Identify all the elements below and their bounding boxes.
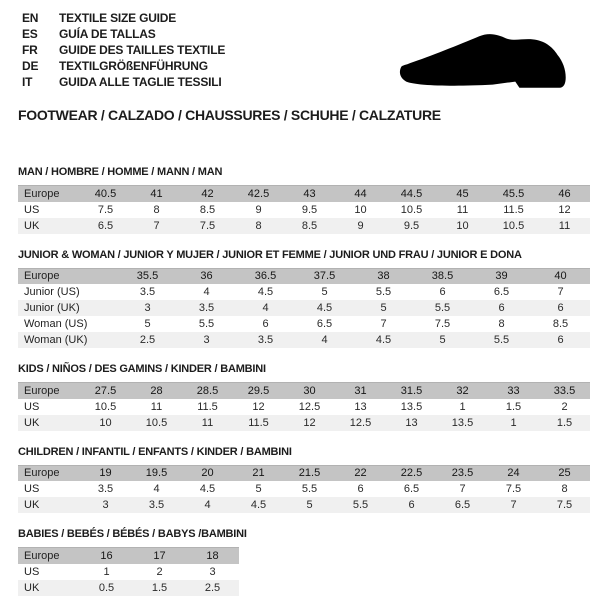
size-cell: 31.5 [400,384,423,397]
size-table [18,547,239,596]
row-label: UK [24,499,40,511]
size-cell: 21.5 [298,467,321,480]
size-cell: 12 [303,416,316,429]
row-label: Europe [24,549,60,562]
size-cell: 23.5 [451,467,474,480]
size-cell: 22.5 [400,467,423,480]
size-cell: 1.5 [151,581,168,594]
size-cell: 11 [150,400,163,413]
size-cell: 13 [354,400,367,413]
size-cell: 7 [380,318,387,330]
row-label: Europe [24,270,60,283]
size-cell: 7 [153,219,160,232]
size-cell: 6.5 [454,499,471,511]
size-table [18,268,590,349]
size-cell: 40 [554,270,567,283]
size-row [18,316,590,332]
size-cell: 2.5 [139,334,156,346]
size-cell: 13 [405,416,418,429]
size-cell: 10.5 [145,416,168,429]
size-cell: 0.5 [98,581,115,594]
size-cell: 5 [306,499,313,511]
size-cell: 1 [103,565,110,578]
size-cell: 7 [557,286,564,298]
size-table-section [18,166,590,234]
size-row [18,481,590,497]
size-cell: 36.5 [254,270,277,283]
language-row [22,58,225,74]
row-label: Europe [24,187,60,200]
size-cell: 5.5 [301,483,318,495]
size-cell: 1.5 [556,416,573,429]
size-cell: 13.5 [451,416,474,429]
size-cell: 6.5 [403,483,420,495]
size-table-section [18,363,590,431]
row-label: UK [24,581,40,594]
size-cell: 3.5 [257,334,274,346]
size-cell: 5.5 [493,334,510,346]
language-row [22,10,225,26]
size-cell: 21 [252,467,265,480]
size-cell: 5.5 [198,318,215,330]
size-cell: 4.5 [316,302,333,314]
size-cell: 6.5 [97,219,114,232]
size-cell: 3 [209,565,216,578]
size-cell: 11 [201,416,214,429]
size-cell: 19.5 [145,467,168,480]
row-label: Woman (US) [24,318,88,330]
size-row [18,332,590,348]
size-cell: 4.5 [375,334,392,346]
size-header-row [18,383,590,399]
category-heading: FOOTWEAR / CALZADO / CHAUSSURES / SCHUHE / CALZATURE [18,107,441,123]
size-cell: 24 [507,467,520,480]
size-cell: 3.5 [198,302,215,314]
row-label: US [24,400,40,413]
size-cell: 10.5 [94,400,117,413]
size-cell: 42 [201,187,214,200]
size-cell: 18 [206,549,219,562]
language-title-list [22,10,225,90]
section-title: JUNIOR & WOMAN / JUNIOR Y MUJER / JUNIOR ET FEMME / JUNIOR UND FRAU / JUNIOR E DONA [18,248,522,261]
size-cell: 10 [456,219,469,232]
size-cell: 4 [204,499,211,511]
size-cell: 8 [153,203,160,216]
size-cell: 10.5 [502,219,525,232]
size-cell: 3.5 [148,499,165,511]
size-cell: 33.5 [553,384,576,397]
language-code: EN [22,11,39,25]
size-cell: 40.5 [94,187,117,200]
size-cell: 7.5 [199,219,216,232]
size-cell: 28.5 [196,384,219,397]
size-cell: 6 [498,302,505,314]
size-cell: 35.5 [136,270,159,283]
size-cell: 13.5 [400,400,423,413]
size-row [18,218,590,234]
size-cell: 7.5 [556,499,573,511]
size-cell: 10 [99,416,112,429]
size-cell: 11.5 [503,203,524,216]
size-cell: 8 [498,318,505,330]
size-cell: 11.5 [248,416,269,429]
size-cell: 2 [156,565,163,578]
row-label: UK [24,416,40,429]
size-cell: 6 [557,334,564,346]
size-cell: 12 [252,400,265,413]
language-row [22,26,225,42]
size-cell: 7.5 [505,483,522,495]
size-table-section [18,249,590,349]
size-cell: 5.5 [434,302,451,314]
size-cell: 27.5 [94,384,117,397]
size-cell: 7.5 [434,318,451,330]
row-label: Junior (US) [24,286,80,298]
size-cell: 12.5 [298,400,321,413]
size-cell: 3.5 [139,286,156,298]
size-cell: 8.5 [301,219,318,232]
size-cell: 8 [561,483,568,495]
size-cell: 5 [144,318,151,330]
size-row [18,564,239,580]
language-title: TEXTILE SIZE GUIDE [59,11,177,25]
size-header-row [18,186,590,202]
size-cell: 37.5 [313,270,336,283]
row-label: Europe [24,384,60,397]
shoe-icon [398,30,576,92]
size-cell: 5 [321,286,328,298]
size-cell: 28 [150,384,163,397]
size-cell: 6.5 [316,318,333,330]
section-title: CHILDREN / INFANTIL / ENFANTS / KINDER / BAMBINI [18,445,292,458]
size-cell: 41 [150,187,163,200]
size-table-section [18,446,590,514]
language-title: GUIDE DES TAILLES TEXTILE [59,43,226,57]
size-cell: 9.5 [301,203,318,216]
size-cell: 7 [510,499,517,511]
size-cell: 6 [262,318,269,330]
shoe-silhouette [400,34,566,88]
size-cell: 20 [201,467,214,480]
row-label: Woman (UK) [24,334,88,346]
size-row [18,202,590,218]
size-cell: 16 [100,549,113,562]
size-cell: 6.5 [493,286,510,298]
size-cell: 11.5 [197,400,218,413]
language-title: GUIDA ALLE TAGLIE TESSILI [59,75,222,89]
size-cell: 39 [495,270,508,283]
size-table [18,465,590,514]
size-cell: 7 [459,483,466,495]
size-cell: 2.5 [204,581,221,594]
size-cell: 1.5 [505,400,522,413]
size-cell: 44.5 [400,187,423,200]
language-code: ES [22,27,38,41]
section-title: KIDS / NIÑOS / DES GAMINS / KINDER / BAMBINI [18,363,266,375]
size-cell: 38 [377,270,390,283]
size-header-row [18,268,590,284]
size-cell: 25 [558,467,571,480]
size-cell: 4.5 [199,483,216,495]
size-cell: 11 [558,219,571,232]
size-cell: 1 [510,416,517,429]
size-cell: 12 [558,203,571,216]
size-row [18,580,239,596]
size-cell: 45 [456,187,469,200]
size-cell: 11 [456,203,469,216]
size-cell: 22 [354,467,367,480]
size-cell: 43 [303,187,316,200]
size-cell: 31 [354,384,367,397]
size-cell: 3 [144,302,151,314]
language-title: TEXTILGRÖßENFÜHRUNG [59,59,208,73]
language-code: IT [22,75,33,89]
section-title: MAN / HOMBRE / HOMME / MANN / MAN [18,166,223,178]
size-cell: 33 [507,384,520,397]
size-table [18,382,590,431]
size-cell: 45.5 [502,187,525,200]
size-cell: 4 [153,483,160,495]
size-cell: 30 [303,384,316,397]
size-cell: 29.5 [247,384,270,397]
size-cell: 8 [255,219,262,232]
row-label: UK [24,219,40,232]
size-cell: 6 [439,286,446,298]
size-cell: 10 [354,203,367,216]
size-cell: 32 [456,384,469,397]
size-cell: 17 [153,549,166,562]
size-cell: 46 [558,187,571,200]
size-cell: 6 [557,302,564,314]
size-table-section [18,528,590,596]
size-tables [18,166,590,600]
size-cell: 3 [203,334,210,346]
size-row [18,300,590,316]
size-table [18,185,590,234]
language-row [22,74,225,90]
size-cell: 9 [357,219,364,232]
size-cell: 9 [255,203,262,216]
size-cell: 8.5 [552,318,569,330]
size-cell: 3 [102,499,109,511]
size-cell: 2 [561,400,568,413]
size-cell: 8.5 [199,203,216,216]
row-label: Europe [24,467,60,480]
size-header-row [18,465,590,481]
size-cell: 5 [380,302,387,314]
size-header-row [18,548,239,564]
size-cell: 5 [255,483,262,495]
row-label: US [24,203,40,216]
size-cell: 4.5 [250,499,267,511]
size-cell: 19 [99,467,112,480]
size-cell: 4.5 [257,286,274,298]
language-row [22,42,225,58]
size-cell: 42.5 [247,187,270,200]
size-cell: 5.5 [352,499,369,511]
row-label: Junior (UK) [24,302,80,314]
size-row [18,415,590,431]
size-row [18,284,590,300]
size-cell: 5 [439,334,446,346]
size-cell: 44 [354,187,367,200]
size-cell: 6 [357,483,364,495]
size-cell: 6 [408,499,415,511]
language-code: FR [22,43,38,57]
language-code: DE [22,59,39,73]
row-label: US [24,483,40,495]
row-label: US [24,565,40,578]
size-cell: 1 [459,400,466,413]
size-cell: 38.5 [431,270,454,283]
size-cell: 4 [262,302,269,314]
language-title: GUÍA DE TALLAS [59,27,156,41]
size-cell: 36 [200,270,213,283]
size-row [18,497,590,513]
size-cell: 7.5 [97,203,114,216]
size-cell: 3.5 [97,483,114,495]
size-cell: 12.5 [349,416,372,429]
section-title: BABIES / BEBÉS / BÉBÉS / BABYS /BAMBINI [18,528,247,540]
size-row [18,399,590,415]
size-cell: 4 [321,334,328,346]
size-cell: 10.5 [400,203,423,216]
size-cell: 9.5 [403,219,420,232]
size-cell: 5.5 [375,286,392,298]
size-cell: 4 [203,286,210,298]
